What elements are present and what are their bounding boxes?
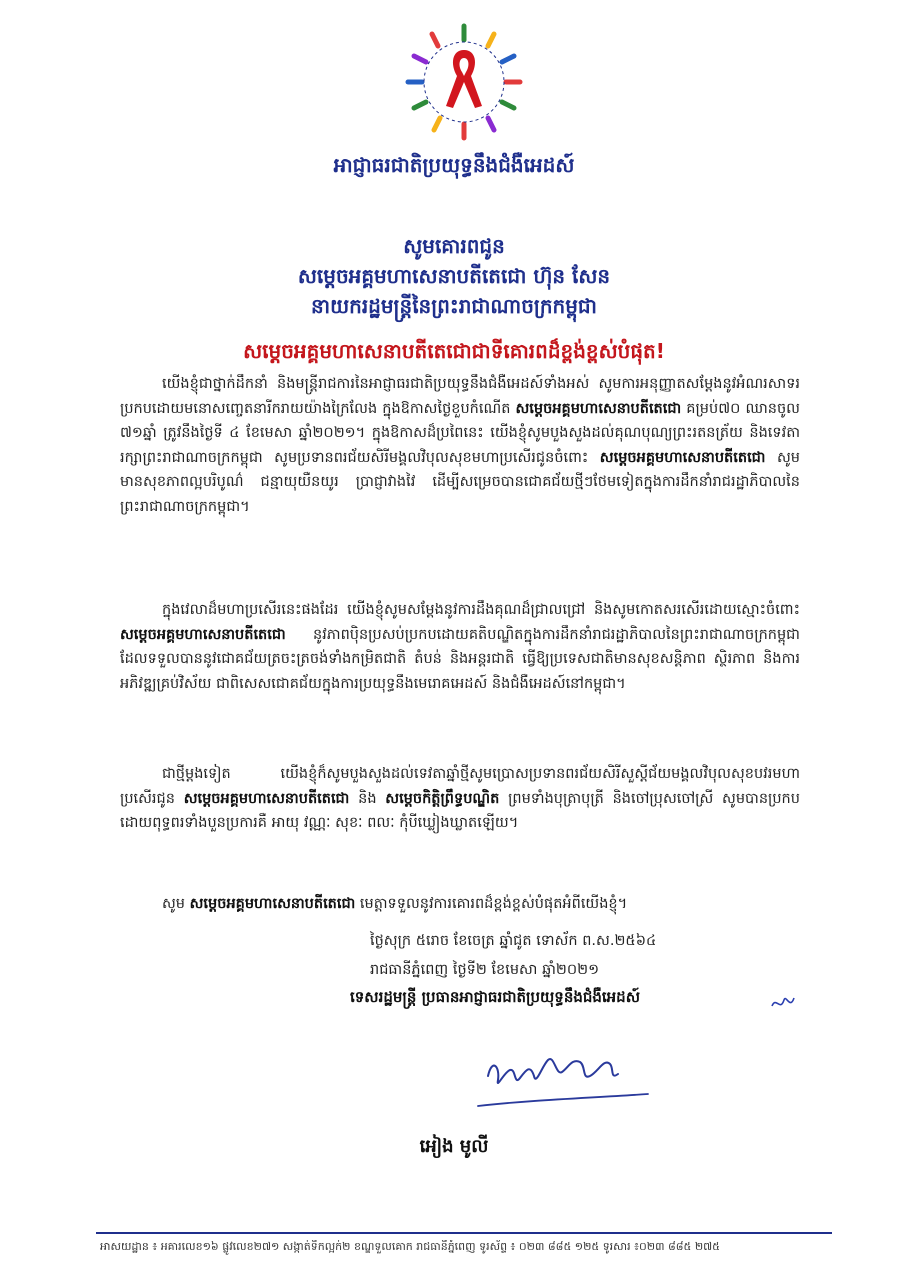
paragraph-text: សូមមានសុខភាពល្អបរិបូណ៌ ជន្មាយុយឺនយូរ ប្រាជ្ញាវាងវៃ ដើម្បីសម្រេចបានជោគជ័យថ្មីៗថែមទៀតក្នុងការដឹកនាំរាជរដ្ឋាភិបាលនៃព្រះរាជាណាចក្រកម្ពុជា។ — [120, 449, 800, 515]
paragraph-text: ជាថ្មីម្តងទៀត យើងខ្ញុំក៏សូមបួងសួងដល់ទេវតាឆ្នាំថ្មីសូមប្រោសប្រទានពរជ័យសិរីសួស្តីជ័យមង្គលវិបុលសុខបវរមហាប្រសើរជូន — [120, 766, 800, 807]
signer-name: អៀង មូលី — [419, 1136, 489, 1157]
paragraph-text: ក្នុងវេលាដ៏មហាប្រសើរនេះផងដែរ យើងខ្ញុំសូមសម្តែងនូវការដឹងគុណដ៏ជ្រាលជ្រៅ និងសូមកោតសរសើរដោយស្មោះចំពោះ — [162, 602, 800, 618]
handwritten-signature — [470, 1036, 660, 1114]
body-paragraph-2 — [120, 598, 800, 696]
body-paragraph-1 — [120, 372, 800, 519]
lunar-date: ថ្ងៃសុក្រ ៥រោច ខែចេត្រ ឆ្នាំជូត ទោស័ក ព.ស.២៥៦៤ — [370, 933, 657, 949]
emphasis-name: សម្តេចអគ្គមហាសេនាបតីតេជោ — [189, 896, 356, 912]
paragraph-text: នូវភាពប៉ិនប្រសប់ប្រកបដោយគតិបណ្ឌិតក្នុងការដឹកនាំរាជរដ្ឋាភិបាលនៃព្រះរាជាណាចក្រកម្ពុជា ដែលទទួលបាននូវជោគជ័យត្រចះត្រចង់ទាំងកម្រិតជាតិ តំបន់ និងអន្តរជាតិ ធ្វើឱ្យប្រទេសជាតិមានសុខសន្តិភាព ស្ថិរភាព និងការអភិវឌ្ឍគ្រប់វិស័យ ជាពិសេសជោគជ័យក្នុងការប្រយុទ្ធនឹងមេរោគអេដស៍ និងជំងឺអេដស៍នៅកម្ពុជា។ — [120, 626, 800, 692]
signatory-title: ទេសរដ្ឋមន្ត្រី ប្រធានអាជ្ញាធរជាតិប្រយុទ្ធនឹងជំងឺអេដស៍ — [350, 988, 640, 1006]
emphasis-name: សម្តេចអគ្គមហាសេនាបតីតេជោ — [599, 449, 766, 466]
paragraph-text: ព្រមទាំងបុត្រាបុត្រី និងចៅប្រុសចៅស្រី សូមបានប្រកបដោយពុទ្ធពរទាំងបួនប្រការគឺ អាយុ វណ្ណៈ សុខៈ ពលៈ កុំបីឃ្លៀងឃ្លាតឡើយ។ — [120, 790, 800, 831]
paragraph-text: និង — [349, 790, 386, 807]
recipient-title: នាយករដ្ឋមន្ត្រីនៃព្រះរាជាណាចក្រកម្ពុជា — [311, 294, 597, 318]
paragraph-text: មេត្តាទទួលនូវការគោរពដ៏ខ្ពង់ខ្ពស់បំផុតអំពីយើងខ្ញុំ។ — [355, 896, 628, 912]
emphasis-name: សម្តេចអគ្គមហាសេនាបតីតេជោ — [120, 626, 286, 643]
emphasis-name: សម្តេចអគ្គមហាសេនាបតីតេជោ — [183, 790, 350, 807]
greeting-headline: សម្តេចអគ្គមហាសេនាបតីតេជោជាទីគោរពដ៏ខ្ពង់ខ្ពស់បំផុត! — [243, 339, 665, 363]
national-aids-authority-logo — [402, 20, 526, 144]
paragraph-text: គម្រប់៧០ ឈានចូល ៧១ឆ្នាំ ត្រូវនឹងថ្ងៃទី ៤ ខែមេសា ឆ្នាំ២០២១។ ក្នុងឱកាសដ៏ប្រពៃនេះ យើងខ្ញុំសូមបួងសួងដល់គុណបុណ្យព្រះរតនត្រ័យ និងទេវតារក្សាព្រះរាជាណាចក្រកម្ពុជា សូមប្រទានពរជ័យសិរីមង្គលវិបុលសុខមហាប្រសើរជូនចំពោះ — [120, 400, 800, 466]
footer-divider — [96, 1232, 832, 1234]
organization-name: អាជ្ញាធរជាតិប្រយុទ្ធនឹងជំងឺអេដស៍ — [333, 153, 575, 177]
recipient-name: សម្តេចអគ្គមហាសេនាបតីតេជោ ហ៊ុន សែន — [297, 264, 611, 288]
body-paragraph-4 — [120, 892, 800, 917]
emphasis-name: សម្តេចកិត្តិព្រឹទ្ធបណ្ឌិត — [385, 790, 500, 807]
paragraph-text: សូម — [162, 896, 190, 912]
paragraph-text: យើងខ្ញុំជាថ្នាក់ដឹកនាំ និងមន្ត្រីរាជការនៃអាជ្ញាធរជាតិប្រយុទ្ធនឹងជំងឺអេដស៍ទាំងអស់ សូមការអនុញ្ញាតសម្តែងនូវអំណរសាទរ ប្រកបដោយមនោសញ្ចេតនារីករាយយ៉ាងក្រៃលែង ក្នុងឱកាសថ្ងៃខួបកំណើត — [120, 376, 800, 417]
footer-address: អាសយដ្ឋាន ៖ អគារលេខ១៦ ផ្លូវលេខ២៧១ សង្កាត់ទឹកល្អក់២ ខណ្ឌទួលគោក រាជធានីភ្នំពេញ ទូរស័ព្ទ ៖ ០២៣ ៨៨៥ ១២៥ ទូរសារ ៖០២៣ ៨៨៥ ២៧៥ — [100, 1240, 720, 1253]
body-paragraph-3 — [120, 762, 800, 836]
emphasis-name: សម្តេចអគ្គមហាសេនាបតីតេជោ — [515, 400, 682, 417]
initial-mark — [770, 992, 796, 1014]
place-and-date: រាជធានីភ្នំពេញ ថ្ងៃទី២ ខែមេសា ឆ្នាំ២០២១ — [370, 962, 600, 978]
salutation-line: សូមគោរពជូន — [403, 234, 505, 258]
